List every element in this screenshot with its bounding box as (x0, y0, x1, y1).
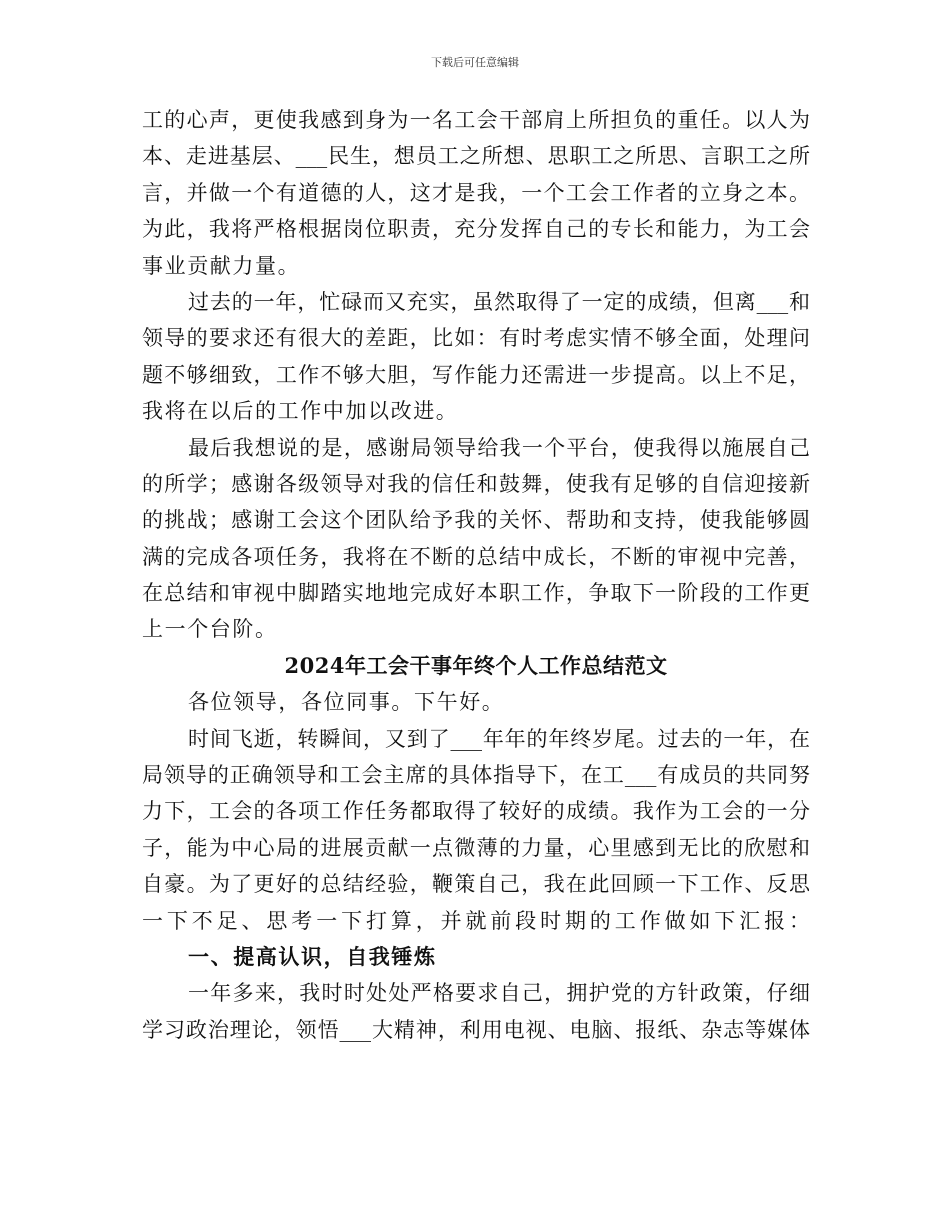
text-line: 本、走进基层、___民生，想员工之所想、思职工之所思、言职工之所 (142, 144, 810, 169)
text-line: 自豪。为了更好的总结经验，鞭策自己，我在此回顾一下工作、反思 (142, 872, 810, 897)
text-line: 工的心声，更使我感到身为一名工会干部肩上所担负的重任。以人为 (142, 108, 810, 132)
paragraph (142, 102, 810, 284)
paragraph (142, 975, 810, 1048)
text-line: 满的完成各项任务，我将在不断的总结中成长，不断的审视中完善， (142, 544, 810, 569)
text-line: 事业贡献力量。 (142, 253, 301, 278)
paragraph (142, 721, 810, 939)
text-line: 一下不足、思考一下打算，并就前段时期的工作做如下汇报： (142, 908, 810, 933)
text-line: 局领导的正确领导和工会主席的具体指导下，在工___有成员的共同努 (142, 763, 810, 788)
text-line: 力下，工会的各项工作任务都取得了较好的成绩。我作为工会的一分 (142, 799, 810, 824)
document-title: 2024年工会干事年终个人工作总结范文 (284, 652, 668, 678)
paragraph (142, 430, 810, 648)
text-line: 的所学；感谢各级领导对我的信任和鼓舞，使我有足够的自信迎接新 (142, 471, 810, 496)
text-line: 学习政治理论，领悟___大精神，利用电视、电脑、报纸、杂志等媒体 (142, 1017, 810, 1042)
section-heading: 一、提高认识，自我锤炼 (188, 943, 437, 969)
text-line: 子，能为中心局的进展贡献一点微薄的力量，心里感到无比的欣慰和 (142, 835, 810, 860)
text-line: 的挑战；感谢工会这个团队给予我的关怀、帮助和支持，使我能够圆 (142, 508, 810, 533)
text-line: 题不够细致，工作不够大胆，写作能力还需进一步提高。以上不足， (142, 362, 810, 387)
document-body (142, 102, 810, 1048)
text-line: 过去的一年，忙碌而又充实，虽然取得了一定的成绩，但离___和 (188, 289, 810, 314)
text-line: 一年多来，我时时处处严格要求自己，拥护党的方针政策，仔细 (188, 981, 810, 1006)
text-line: 言，并做一个有道德的人，这才是我，一个工会工作者的立身之本。 (142, 180, 810, 205)
page-header: 下载后可任意编辑 (431, 56, 519, 69)
text-line: 上一个台阶。 (142, 617, 278, 642)
text-line: 领导的要求还有很大的差距，比如：有时考虑实情不够全面，处理问 (142, 326, 810, 351)
text-line: 在总结和审视中脚踏实地地完成好本职工作，争取下一阶段的工作更 (142, 581, 810, 606)
text-line: 时间飞逝，转瞬间，又到了___年年的年终岁尾。过去的一年，在 (188, 726, 810, 751)
paragraph (142, 284, 810, 430)
text-line: 我将在以后的工作中加以改进。 (142, 399, 459, 424)
text-line: 最后我想说的是，感谢局领导给我一个平台，使我得以施展自己 (188, 435, 810, 460)
greeting-line: 各位领导，各位同事。下午好。 (188, 690, 505, 715)
text-line: 为此，我将严格根据岗位职责，充分发挥自己的专长和能力，为工会 (142, 217, 810, 242)
